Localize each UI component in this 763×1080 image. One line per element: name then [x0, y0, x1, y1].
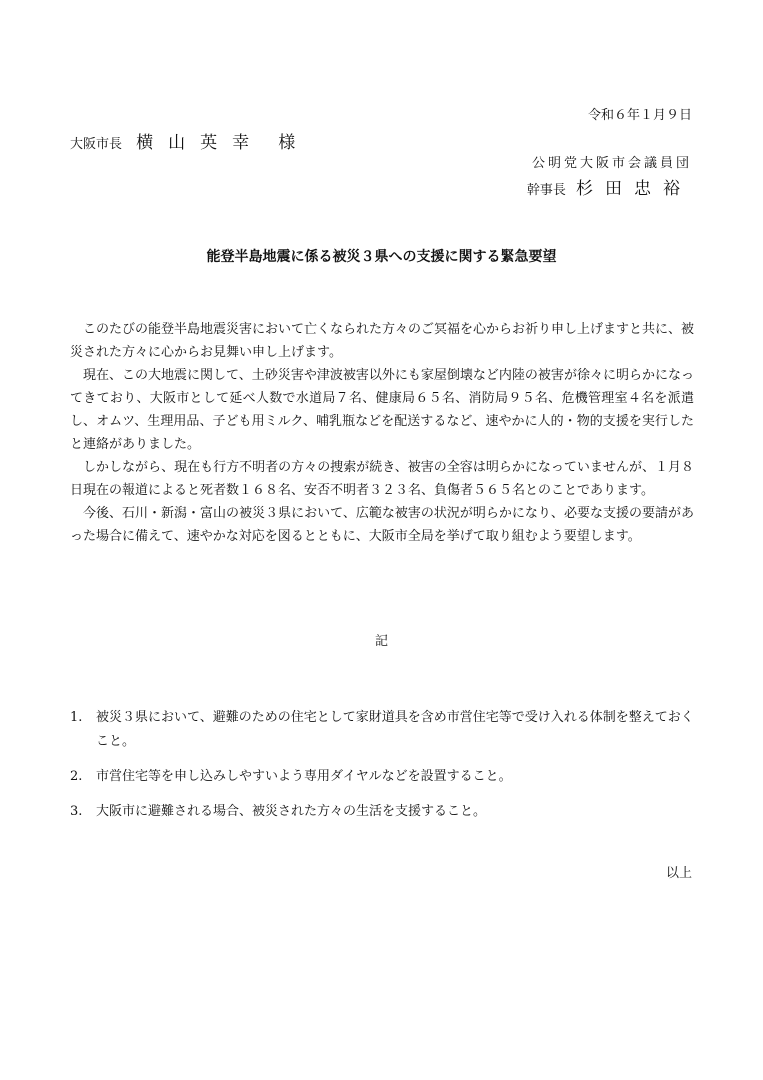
addressee	[70, 128, 310, 153]
closing-mark: 以上	[665, 866, 692, 881]
sender-organization: 公明党大阪市会議員団	[531, 156, 692, 171]
list-number: 2.	[70, 769, 83, 784]
list-number: 3.	[70, 804, 83, 819]
list-text: 大阪市に避難される場合、被災された方々の生活を支援すること。	[96, 804, 487, 819]
sender-name: 杉田忠裕	[576, 179, 692, 199]
list-number: 1.	[70, 710, 83, 725]
sender	[527, 174, 692, 199]
paragraph: 現在、この大地震に関して、土砂災害や津波被害以外にも家屋倒壊など内陸の被害が徐々に明らかになってきており、大阪市として延べ人数で水道局７名、健康局６５名、消防局９５名、危機管理室４名を派遣し、オムツ、生理用品、子ども用ミルク、哺乳瓶などを配送するなど、速やかに人的・物的支援を実行したと連絡がありました。	[70, 368, 694, 452]
list-item	[70, 800, 694, 824]
document-date: 令和６年１月９日	[587, 108, 692, 123]
sender-role: 幹事長	[526, 183, 566, 198]
ki-heading: 記	[374, 634, 388, 649]
list-text: 被災３県において、避難のための住宅として家財道具を含め市営住宅等で受け入れる体制を整えておくこと。	[96, 710, 694, 749]
list-text: 市営住宅等を申し込みしやすいよう専用ダイヤルなどを設置すること。	[96, 769, 512, 784]
list-item	[70, 706, 694, 754]
paragraph: このたびの能登半島地震災害において亡くなられた方々のご冥福を心からお祈り申し上げますと共に、被災された方々に心からお見舞い申し上げます。	[70, 322, 695, 360]
addressee-honorific: 様	[278, 133, 311, 153]
list-item	[70, 765, 694, 789]
addressee-title: 大阪市長	[70, 137, 123, 152]
paragraph: しかしながら、現在も行方不明者の方々の捜索が続き、被害の全容は明らかになっていませんが、１月８日現在の報道によると死者数１６８名、安否不明者３２３名、負傷者５６５名とのことであります。	[70, 460, 694, 498]
paragraph: 今後、石川・新潟・富山の被災３県において、広範な被害の状況が明らかになり、必要な支援の要請があった場合に備えて、速やかな対応を図るとともに、大阪市全局を挙げて取り組むよう要望します。	[70, 506, 694, 544]
document-title: 能登半島地震に係る被災３県への支援に関する緊急要望	[206, 249, 557, 265]
request-list	[70, 706, 694, 835]
addressee-name: 横山英幸	[136, 133, 265, 153]
body-text	[70, 318, 694, 548]
